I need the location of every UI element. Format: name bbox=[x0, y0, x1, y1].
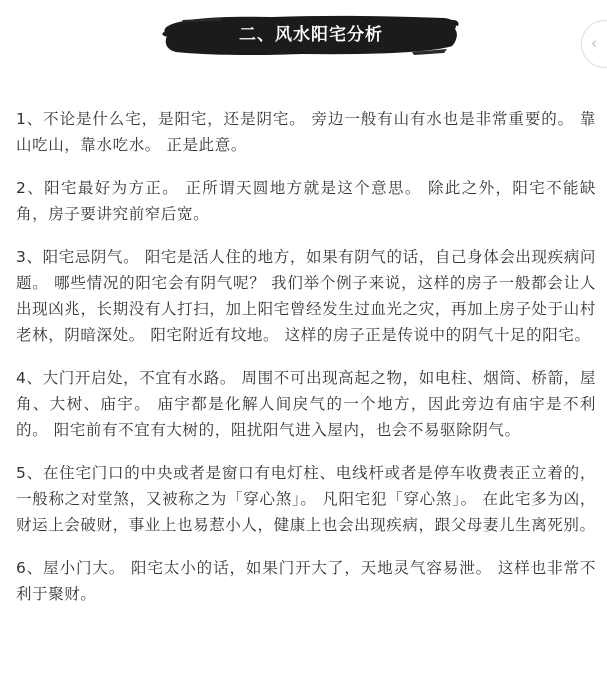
page-title: 二、风水阳宅分析 bbox=[239, 25, 383, 45]
paragraph-6: 6、屋小门大。 阳宅太小的话，如果门开大了，天地灵气容易泄。 这样也非常不利于聚财。 bbox=[16, 559, 596, 603]
paragraph-4: 4、大门开启处，不宜有水路。 周围不可出现高起之物，如电柱、烟筒、桥箭，屋角、大树、庙宇。 庙宇都是化解人间戾气的一个地方，因此旁边有庙宇是不利的。 阳宅前有不宜有大树的，阻扰阳气进入屋内，也会不易驱除阴气。 bbox=[16, 369, 596, 439]
paragraph-3: 3、阳宅忌阴气。 阳宅是活人住的地方，如果有阴气的话，自己身体会出现疾病问题。 哪些情况的阳宅会有阴气呢？ 我们举个例子来说，这样的房子一般都会让人出现凶兆，长期没有人打扫，加上阳宅曾经发生过血光之灾，再加上房子处于山村老林，阴暗深处。 阳宅附近有坟地。 这样的房子正是传说中的阴气十足的阳宅。 bbox=[16, 248, 596, 344]
title-banner bbox=[162, 12, 460, 58]
side-collapse-button[interactable] bbox=[581, 20, 607, 68]
chevron-left-icon: ‹ bbox=[591, 34, 597, 52]
paragraph-5: 5、在住宅门口的中央或者是窗口有电灯柱、电线杆或者是停车收费表正立着的，一般称之对堂煞，又被称之为「穿心煞」。 凡阳宅犯「穿心煞」。 在此宅多为凶，财运上会破财，事业上也易惹小人，健康上也会出现疾病，跟父母妻儿生离死别。 bbox=[16, 464, 596, 534]
paragraph-1: 1、不论是什么宅，是阳宅，还是阴宅。 旁边一般有山有水也是非常重要的。 靠山吃山，靠水吃水。 正是此意。 bbox=[16, 110, 596, 154]
paragraph-2: 2、阳宅最好为方正。 正所谓天圆地方就是这个意思。 除此之外，阳宅不能缺角，房子要讲究前窄后宽。 bbox=[16, 179, 596, 223]
article-body bbox=[16, 106, 596, 624]
